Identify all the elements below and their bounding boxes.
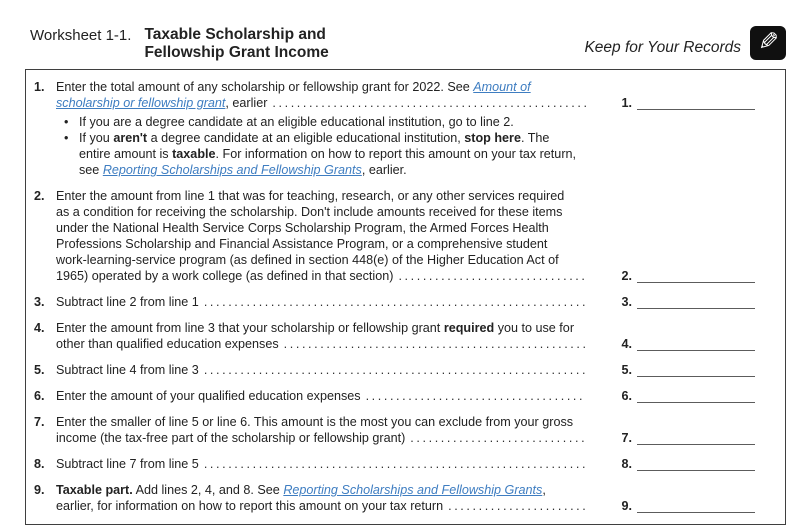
text-segment: ,: [542, 483, 546, 497]
answer-line-number: 5.: [621, 363, 632, 377]
text-segment: Enter the amount from line 3 that your scholarship or fellowship grant: [56, 321, 444, 335]
text-line: [56, 388, 586, 404]
pencil-icon-glyph: ✎: [757, 27, 779, 56]
worksheet-item: [34, 294, 755, 310]
answer-line-number: 3.: [621, 295, 632, 309]
pencil-icon: [750, 26, 786, 60]
item-row: [34, 482, 755, 514]
answer-blank-input[interactable]: [637, 338, 755, 351]
text-segment: a degree candidate at an eligible educational institution,: [147, 131, 465, 145]
answer-blank-input[interactable]: [637, 364, 755, 377]
line-text: [56, 482, 546, 498]
text-segment: you to use for: [494, 321, 575, 335]
line-text: [56, 79, 531, 95]
worksheet-item: [34, 482, 755, 514]
item-number: 7.: [34, 415, 45, 429]
text-segment: 1965) operated by a work college (as defined in that section): [56, 269, 394, 283]
line-text: [56, 95, 267, 111]
text-segment: If you: [79, 131, 114, 145]
item-number: 1.: [34, 80, 45, 94]
worksheet-item: [34, 414, 755, 446]
text-line: [56, 236, 586, 252]
worksheet-item: [34, 188, 755, 284]
text-segment: . The entire amount is: [79, 131, 550, 161]
text-segment: Subtract line 7 from line 5: [56, 457, 199, 471]
answer-field: [621, 336, 755, 352]
text-line: [56, 362, 586, 378]
worksheet-item: [34, 388, 755, 404]
dot-leader: [393, 268, 586, 284]
answer-line-number: 4.: [621, 337, 632, 351]
item-row: [34, 362, 755, 378]
bullet-text: [79, 130, 581, 178]
text-segment: under the National Health Service Corps Scholarship Program, the Armed Forces Health: [56, 221, 549, 235]
answer-line-number: 1.: [621, 96, 632, 110]
text-line: [56, 188, 586, 204]
bold-text: required: [443, 321, 495, 335]
item-number: 8.: [34, 457, 45, 471]
item-number: 9.: [34, 483, 45, 497]
item-text: [56, 79, 586, 111]
line-text: [56, 236, 547, 252]
answer-line-number: 8.: [621, 457, 632, 471]
worksheet-title-line2: Fellowship Grant Income: [144, 44, 329, 61]
worksheet-item: [34, 456, 755, 472]
dot-leader: [405, 430, 586, 446]
text-line: [56, 252, 586, 268]
answer-blank-input[interactable]: [637, 390, 755, 403]
worksheet-item: [34, 79, 755, 178]
dot-leader: [361, 388, 586, 404]
line-text: [56, 320, 574, 336]
inline-link[interactable]: Reporting Scholarships and Fellowship Grants: [102, 163, 362, 177]
item-text: [56, 388, 586, 404]
item-row: [34, 320, 755, 352]
answer-blank-input[interactable]: [637, 500, 755, 513]
line-text: [56, 336, 279, 352]
inline-link[interactable]: scholarship or fellowship grant: [56, 96, 226, 110]
answer-field: [621, 268, 755, 284]
answer-field: [621, 456, 755, 472]
text-line: [56, 268, 586, 284]
text-line: [56, 79, 586, 95]
dot-leader: [199, 294, 586, 310]
answer-line-number: 2.: [621, 269, 632, 283]
answer-blank-input[interactable]: [637, 97, 755, 110]
item-text: [56, 188, 586, 284]
item-row: [34, 294, 755, 310]
text-line: [56, 482, 586, 498]
text-segment: , earlier: [225, 96, 268, 110]
item-row: [34, 388, 755, 404]
answer-line-number: 6.: [621, 389, 632, 403]
dot-leader: [279, 336, 586, 352]
text-line: [56, 204, 586, 220]
line-text: [56, 252, 559, 268]
line-text: [56, 188, 564, 204]
text-segment: , earlier.: [361, 163, 407, 177]
worksheet-title: [144, 26, 328, 62]
text-segment: . For information on how to report this amount on your tax return, see: [79, 147, 577, 177]
worksheet-box: [25, 69, 786, 525]
worksheet-item: [34, 362, 755, 378]
text-line: [56, 95, 586, 111]
dot-leader: [199, 362, 586, 378]
text-segment: earlier, for information on how to report this amount on your tax return: [56, 499, 444, 513]
keep-for-records-label: Keep for Your Records: [584, 39, 741, 56]
bold-text: taxable: [172, 147, 216, 161]
inline-link[interactable]: Reporting Scholarships and Fellowship Grants: [283, 483, 543, 497]
text-segment: other than qualified education expenses: [56, 337, 279, 351]
dot-leader: [267, 95, 586, 111]
text-segment: Enter the amount of your qualified education expenses: [56, 389, 361, 403]
text-segment: If you are a degree candidate at an eligible educational institution, go to line 2.: [79, 115, 514, 129]
text-segment: as a condition for receiving the scholarship. Don't include amounts received for these items: [56, 205, 563, 219]
answer-field: [621, 430, 755, 446]
text-segment: Professions Scholarship and Financial Assistance Program, or a comprehensive student: [56, 237, 548, 251]
text-line: [56, 320, 586, 336]
text-segment: Enter the amount from line 1 that was for teaching, research, or any other services required: [56, 189, 565, 203]
item-bullets: [64, 114, 755, 178]
item-row: [34, 456, 755, 472]
answer-field: [621, 294, 755, 310]
bullet-dot-icon: •: [64, 115, 69, 129]
text-line: [56, 336, 586, 352]
text-segment: Subtract line 4 from line 3: [56, 363, 199, 377]
text-segment: Enter the total amount of any scholarship or fellowship grant for 2022. See: [56, 80, 474, 94]
answer-blank-input[interactable]: [637, 270, 755, 283]
dot-leader: [199, 456, 586, 472]
item-number: 2.: [34, 189, 45, 203]
answer-field: [621, 388, 755, 404]
line-text: [56, 204, 562, 220]
keep-for-records: [584, 26, 786, 60]
item-number: 5.: [34, 363, 45, 377]
answer-line-number: 9.: [621, 499, 632, 513]
worksheet-items: [34, 79, 755, 514]
item-text: [56, 456, 586, 472]
line-text: [56, 220, 549, 236]
worksheet-title-line1: Taxable Scholarship and: [144, 26, 326, 43]
worksheet-label: Worksheet 1-1.: [30, 27, 132, 44]
text-line: [56, 294, 586, 310]
answer-field: [621, 95, 755, 111]
item-number: 4.: [34, 321, 45, 335]
bullet-item: [64, 114, 755, 130]
item-number: 6.: [34, 389, 45, 403]
line-text: [56, 268, 393, 284]
answer-blank-input[interactable]: [637, 296, 755, 309]
text-line: [56, 414, 586, 430]
text-segment: Enter the smaller of line 5 or line 6. This amount is the most you can exclude from your gross: [56, 415, 574, 429]
bullet-dot-icon: •: [64, 131, 69, 145]
item-text: [56, 414, 586, 446]
item-text: [56, 320, 586, 352]
line-text: [56, 388, 361, 404]
item-number: 3.: [34, 295, 45, 309]
item-row: [34, 188, 755, 284]
line-text: [56, 456, 199, 472]
line-text: [56, 414, 573, 430]
bullet-text: [79, 114, 514, 130]
bold-text: stop here: [464, 131, 521, 145]
answer-blank-input[interactable]: [637, 458, 755, 471]
text-segment: Add lines 2, 4, and 8. See: [132, 483, 284, 497]
text-segment: Subtract line 2 from line 1: [56, 295, 199, 309]
bold-text: Taxable part.: [56, 483, 133, 497]
item-row: [34, 79, 755, 111]
text-line: [56, 430, 586, 446]
line-text: [56, 362, 199, 378]
answer-field: [621, 362, 755, 378]
item-text: [56, 482, 586, 514]
bullet-item: [64, 130, 755, 178]
text-line: [56, 220, 586, 236]
item-text: [56, 362, 586, 378]
worksheet-header: [0, 0, 809, 62]
item-row: [34, 414, 755, 446]
bold-text: aren't: [113, 131, 148, 145]
answer-blank-input[interactable]: [637, 432, 755, 445]
text-segment: income (the tax-free part of the scholarship or fellowship grant): [56, 431, 406, 445]
text-line: [56, 456, 586, 472]
item-text: [56, 294, 586, 310]
line-text: [56, 294, 199, 310]
text-segment: work-learning-service program (as defined in section 448(e) of the Higher Education Act of: [56, 253, 559, 267]
worksheet-item: [34, 320, 755, 352]
inline-link[interactable]: Amount of: [473, 80, 531, 94]
line-text: [56, 430, 405, 446]
answer-line-number: 7.: [621, 431, 632, 445]
